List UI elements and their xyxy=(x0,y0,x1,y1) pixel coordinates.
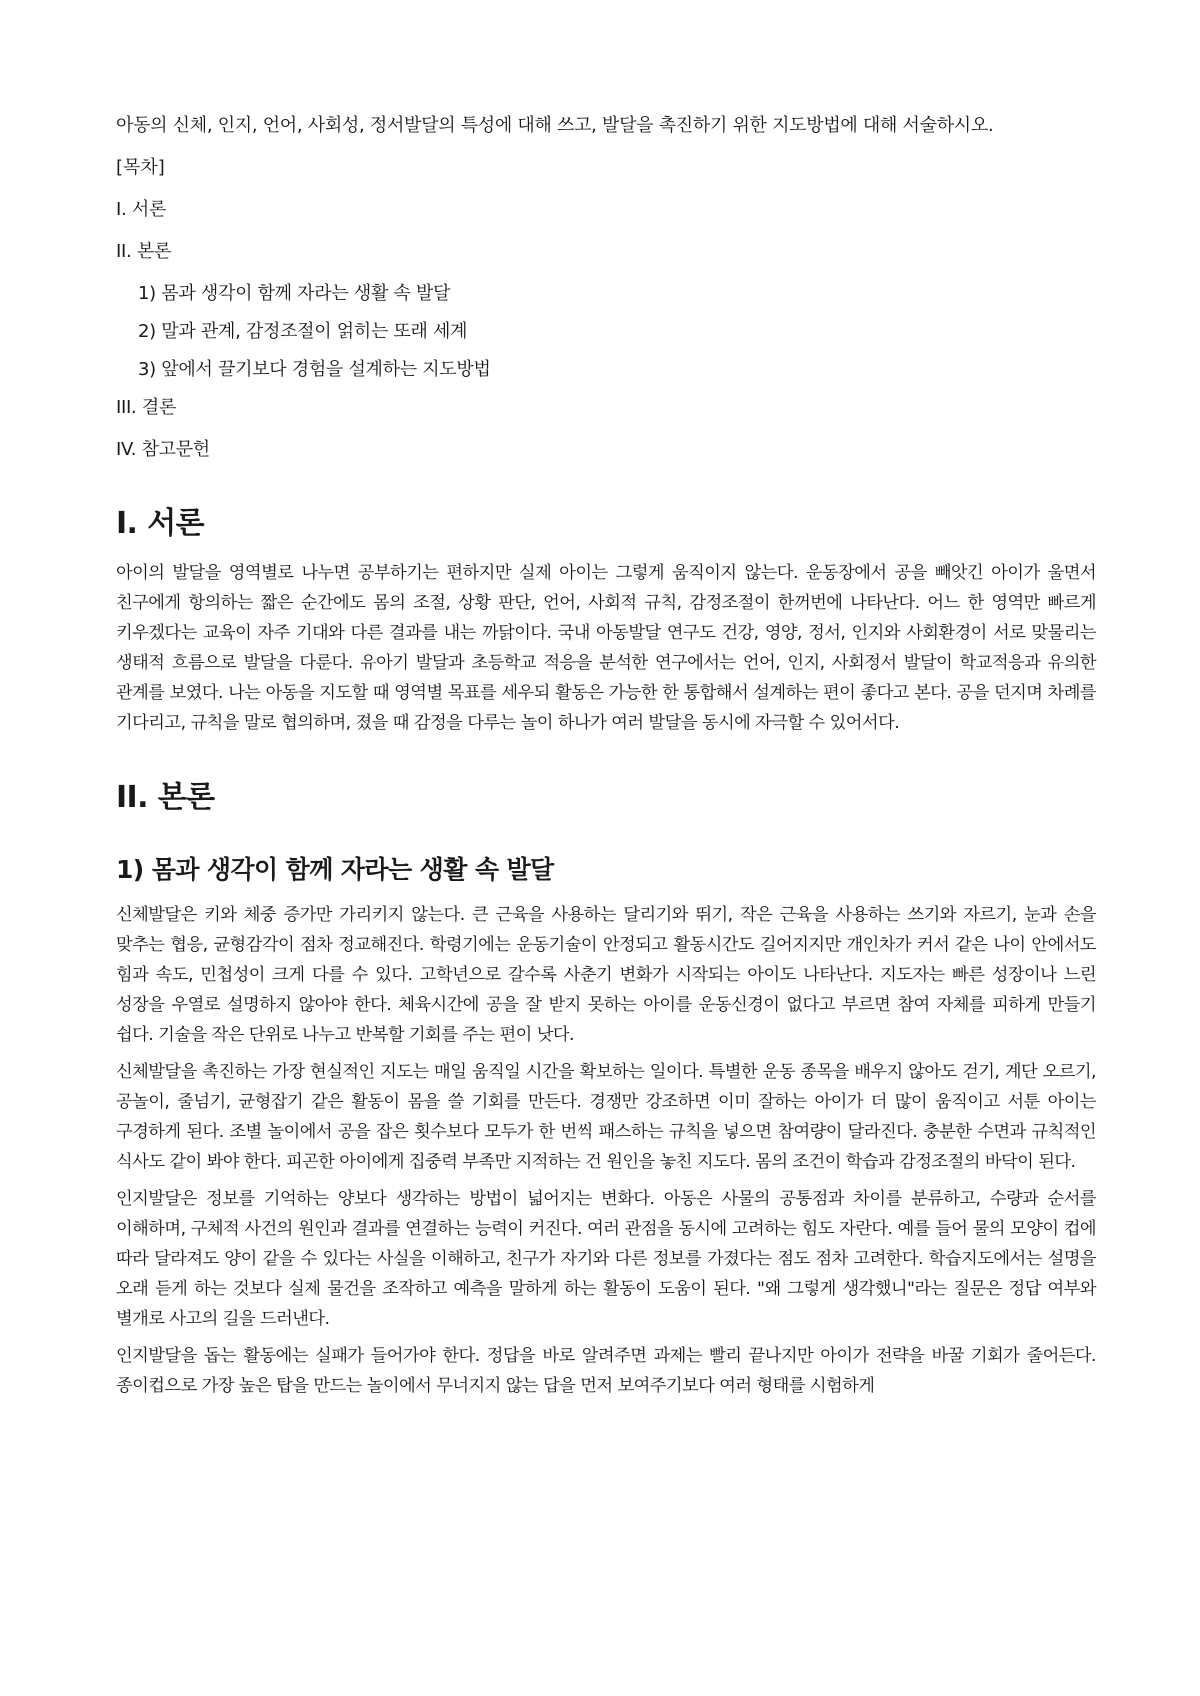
body-heading: II. 본론 xyxy=(116,780,215,815)
body-paragraph-cognitive: 인지발달은 정보를 기억하는 양보다 생각하는 방법이 넓어지는 변화다. 아동은 사물의 공통점과 차이를 분류하고, 수량과 순서를 이해하며, 구체적 사건의 원인과 결과를 연결하는 능력이 커진다. 여러 관점을 동시에 고려하는 힘도 자란다. 예를 들어 물의 모양이 컵에 따라 달라져도 양이 같을 수 있다는 사실을 이해하고, 친구가 자기와 다른 정보를 가졌다는 점도 점차 고려한다. 학습지도에서는 설명을 오래 듣게 하는 것보다 실제 물건을 조작하고 예측을 말하게 하는 활동이 도움이 된다. "왜 그렇게 생각했니"라는 질문은 정답 여부와 별개로 사고의 길을 드러낸다. xyxy=(116,1189,1096,1329)
toc-item-body-2: 2) 말과 관계, 감정조절이 얽히는 또래 세계 xyxy=(138,321,468,342)
body-paragraph-cognitive-guidance: 인지발달을 돕는 활동에는 실패가 들어가야 한다. 정답을 바로 알려주면 과제는 빨리 끝나지만 아이가 전략을 바꿀 기회가 줄어든다. 종이컵으로 가장 높은 탑을 만드는 놀이에서 무너지지 않는 답을 먼저 보여주기보다 여러 형태를 시험하게 xyxy=(116,1346,1096,1396)
toc-item-body-3: 3) 앞에서 끌기보다 경험을 설계하는 지도방법 xyxy=(138,359,491,380)
intro-paragraph: 아이의 발달을 영역별로 나누면 공부하기는 편하지만 실제 아이는 그렇게 움직이지 않는다. 운동장에서 공을 빼앗긴 아이가 울면서 친구에게 항의하는 짧은 순간에도 몸의 조절, 상황 판단, 언어, 사회적 규칙, 감정조절이 한꺼번에 나타난다. 어느 한 영역만 빠르게 키우겠다는 교육이 자주 기대와 다른 결과를 내는 까닭이다. 국내 아동발달 연구도 건강, 영양, 정서, 인지와 사회환경이 서로 맞물리는 생태적 흐름으로 발달을 다룬다. 유아기 발달과 초등학교 적응을 분석한 연구에서는 언어, 인지, 사회정서 발달이 학교적응과 유의한 관계를 보였다. 나는 아동을 지도할 때 영역별 목표를 세우되 활동은 가능한 한 통합해서 설계하는 편이 좋다고 본다. 공을 던지며 차례를 기다리고, 규칙을 말로 협의하며, 졌을 때 감정을 다루는 놀이 하나가 여러 발달을 동시에 자극할 수 있어서다. xyxy=(116,563,1096,733)
toc-item-body-1: 1) 몸과 생각이 함께 자라는 생활 속 발달 xyxy=(138,283,451,304)
toc-heading: [목차] xyxy=(116,157,165,178)
assignment-prompt: 아동의 신체, 인지, 언어, 사회성, 정서발달의 특성에 대해 쓰고, 발달을 촉진하기 위한 지도방법에 대해 서술하시오. xyxy=(116,115,994,136)
body-paragraph-physical: 신체발달은 키와 체중 증가만 가리키지 않는다. 큰 근육을 사용하는 달리기와 뛰기, 작은 근육을 사용하는 쓰기와 자르기, 눈과 손을 맞추는 협응, 균형감각이 점차 정교해진다. 학령기에는 운동기술이 안정되고 활동시간도 길어지지만 개인차가 커서 같은 나이 안에서도 힘과 속도, 민첩성이 크게 다를 수 있다. 고학년으로 갈수록 사춘기 변화가 시작되는 아이도 나타난다. 지도자는 빠른 성장이나 느린 성장을 우열로 설명하지 않아야 한다. 체육시간에 공을 잘 받지 못하는 아이를 운동신경이 없다고 부르면 참여 자체를 피하게 만들기 쉽다. 기술을 작은 단위로 나누고 반복할 기회를 주는 편이 낫다. xyxy=(116,905,1096,1045)
toc-item-references: IV. 참고문헌 xyxy=(116,439,210,460)
toc-item-intro: I. 서론 xyxy=(116,199,167,220)
table-of-contents xyxy=(116,196,1096,464)
body-paragraph-physical-guidance: 신체발달을 촉진하는 가장 현실적인 지도는 매일 움직일 시간을 확보하는 일이다. 특별한 운동 종목을 배우지 않아도 걷기, 계단 오르기, 공놀이, 줄넘기, 균형잡기 같은 활동이 몸을 쓸 기회를 만든다. 경쟁만 강조하면 이미 잘하는 아이가 더 많이 움직이고 서툰 아이는 구경하게 된다. 조별 놀이에서 공을 잡은 횟수보다 모두가 한 번씩 패스하는 규칙을 넣으면 참여량이 달라진다. 충분한 수면과 규칙적인 식사도 같이 봐야 한다. 피곤한 아이에게 집중력 부족만 지적하는 건 원인을 놓친 지도다. 몸의 조건이 학습과 감정조절의 바닥이 된다. xyxy=(116,1062,1096,1172)
toc-item-body: II. 본론 xyxy=(116,241,172,262)
intro-heading: I. 서론 xyxy=(116,506,204,541)
body-sub1-heading: 1) 몸과 생각이 함께 자라는 생활 속 발달 xyxy=(116,855,554,884)
toc-item-conclusion: III. 결론 xyxy=(116,397,177,418)
